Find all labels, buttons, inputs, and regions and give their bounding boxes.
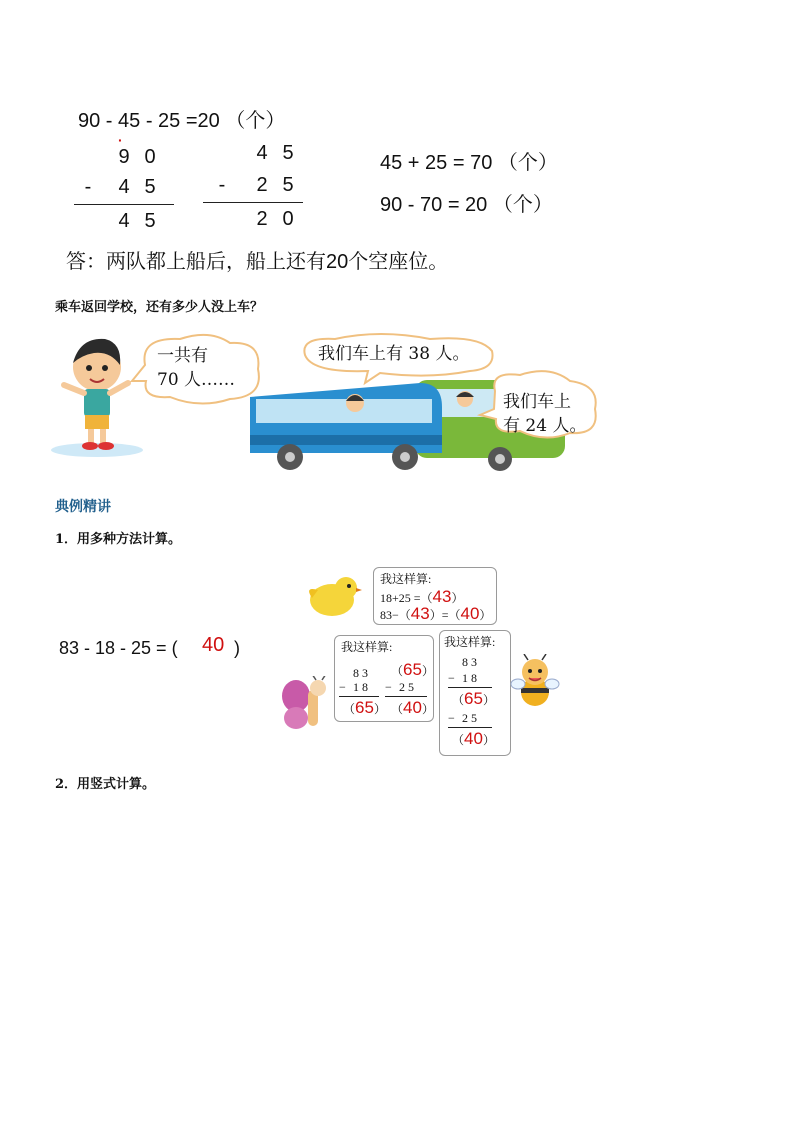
method1-l2-prefix: 83−（ <box>380 608 411 622</box>
method2-a-res-value: 65 <box>355 698 374 717</box>
method3-op1: − <box>448 671 455 685</box>
method3-mid1: 1 8 <box>462 671 477 685</box>
alt-equation-2: 90 - 70 = 20 （个） <box>380 194 553 216</box>
method2-box <box>334 635 434 722</box>
method3-res1-value: 65 <box>464 689 483 708</box>
method3-res2-value: 40 <box>464 729 483 748</box>
method2-a-op: − <box>339 680 346 694</box>
butterfly-icon <box>278 676 334 732</box>
bus2-bubble-line2: 有 24 人。 <box>503 416 587 436</box>
chick-icon <box>304 572 364 622</box>
v1-mid-2: 5 <box>144 176 156 198</box>
q1-close-paren: ) <box>234 638 240 658</box>
q1-label: 1．用多种方法计算。 <box>55 532 182 547</box>
v2-mid-1: 2 <box>256 174 268 196</box>
method2-b-res: （40） <box>391 698 434 717</box>
method2-b-op: − <box>385 680 392 694</box>
q2-label: 2．用竖式计算。 <box>55 777 156 792</box>
method3-res1: （65） <box>452 689 495 708</box>
section-title: 典例精讲 <box>55 499 111 515</box>
method1-l2-suffix: ） <box>479 608 492 622</box>
v2-top-1: 4 <box>256 142 268 164</box>
method2-a-mid: 1 8 <box>353 680 368 694</box>
method1-l2-mid: ）=（ <box>429 608 461 622</box>
method2-b-top-value: 65 <box>403 660 422 679</box>
v1-rule <box>74 204 174 205</box>
v1-mid-1: 4 <box>118 176 130 198</box>
method3-op2: − <box>448 711 455 725</box>
method3-top: 8 3 <box>462 655 477 669</box>
bus-question: 乘车返回学校，还有多少人没上车？ <box>55 300 264 315</box>
method2-b-res-value: 40 <box>403 698 422 717</box>
method2-a-rule <box>339 696 379 697</box>
method1-box <box>373 567 497 625</box>
answer-sentence: 答：两队都上船后，船上还有20个空座位。 <box>66 251 449 273</box>
method1-line2 <box>380 604 491 624</box>
v2-res-1: 2 <box>256 208 268 230</box>
borrow-dot: · <box>118 132 123 148</box>
q1-answer: 40 <box>202 634 225 656</box>
method3-rule1 <box>448 687 492 688</box>
method1-title: 我这样算: <box>380 572 432 586</box>
method1-l2-answer2: 40 <box>460 604 480 623</box>
alt-equation-1: 45 + 25 = 70 （个） <box>380 152 558 174</box>
bus2-bubble-line1: 我们车上 <box>503 392 571 412</box>
method3-rule2 <box>448 727 492 728</box>
method3-mid2: 2 5 <box>462 711 477 725</box>
v2-rule <box>203 202 303 203</box>
v1-top-2: 0 <box>144 146 156 168</box>
boy-figure <box>51 339 143 457</box>
v2-top-2: 5 <box>282 142 294 164</box>
method2-a-top: 8 3 <box>353 666 368 680</box>
method1-l2-answer: 43 <box>410 604 430 623</box>
boy-bubble-line2: 70 人…… <box>157 370 236 390</box>
v1-top-1: 9 <box>118 146 130 168</box>
method3-res2: （40） <box>452 729 495 748</box>
q1-expression: 83 - 18 - 25 = ( <box>59 638 178 658</box>
method1-l1-suffix: ） <box>451 591 464 605</box>
method2-title: 我这样算: <box>341 640 393 654</box>
v2-res-2: 0 <box>282 208 294 230</box>
method1-l1-answer: 43 <box>432 587 452 606</box>
bee-icon <box>510 654 560 710</box>
v1-res-2: 5 <box>144 210 156 232</box>
method2-a-res: （65） <box>343 698 386 717</box>
method1-l1-prefix: 18+25 =（ <box>380 591 433 605</box>
blue-bus <box>250 383 442 470</box>
v2-mid-2: 5 <box>282 174 294 196</box>
method2-b-mid: 2 5 <box>399 680 414 694</box>
method2-b-top: （65） <box>391 660 434 679</box>
v1-res-1: 4 <box>118 210 130 232</box>
bus1-bubble-text: 我们车上有 38 人。 <box>318 344 470 364</box>
method2-b-rule <box>385 696 427 697</box>
v2-op: - <box>218 174 226 196</box>
equation-line-1: 90 - 45 - 25 =20 （个） <box>78 110 286 132</box>
method3-box <box>439 630 511 756</box>
boy-bubble-line1: 一共有 <box>157 346 208 366</box>
v1-op: - <box>84 176 92 198</box>
method3-title: 我这样算: <box>444 635 496 649</box>
